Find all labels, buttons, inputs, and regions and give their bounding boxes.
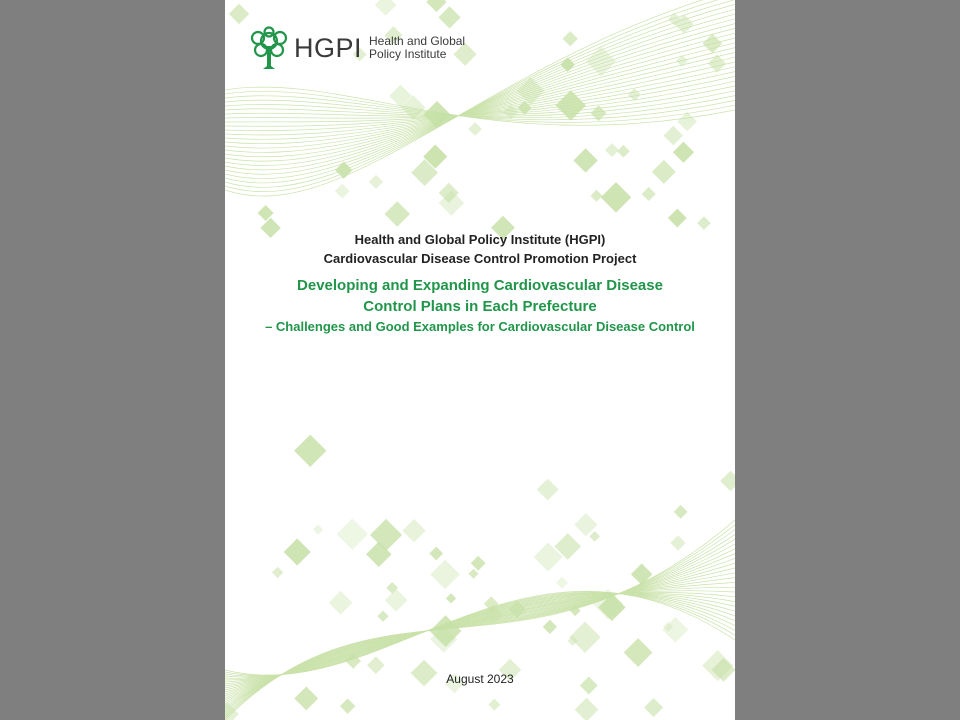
project-name: Cardiovascular Disease Control Promotion Project [323, 251, 637, 266]
diamond-shape [652, 160, 676, 184]
diamond-shape [429, 547, 443, 561]
diamond-shape [668, 209, 687, 228]
diamond-shape [430, 560, 459, 589]
logo-full-name [369, 35, 489, 61]
diamond-shape [424, 101, 451, 128]
diamond-shape [335, 184, 350, 199]
diamond-shape [340, 698, 355, 713]
diamond-shape [605, 143, 619, 157]
diamond-shape [294, 687, 318, 711]
diamond-shape [624, 638, 653, 667]
diamond-shape [446, 593, 456, 603]
diamond-shape [229, 4, 249, 24]
background-decoration [225, 0, 735, 720]
diamond-shape [575, 698, 599, 720]
diamond-shape [676, 55, 688, 67]
diamond-shape [573, 148, 597, 172]
organization-name: Health and Global Policy Institute (HGPI) [354, 232, 606, 247]
diamond-shape [385, 589, 408, 612]
diamond-shape [720, 471, 735, 492]
diamond-shape [468, 569, 478, 579]
document-subtitle: – Challenges and Good Examples for Cardiovascular Disease Control [265, 319, 695, 334]
diamond-shape [471, 556, 486, 571]
hgpi-logo [249, 26, 489, 70]
diamond-shape [563, 31, 578, 46]
diamond-shape [674, 505, 688, 519]
diamond-shape [670, 535, 686, 551]
diamond-shape [664, 126, 683, 145]
title-block [225, 230, 735, 336]
tree-logo-icon [249, 26, 289, 70]
diamond-shape [294, 435, 326, 467]
publication-date: August 2023 [446, 672, 514, 686]
diamond-shape [402, 519, 425, 542]
logo-name-line1: Health and Global [369, 34, 466, 48]
diamond-shape [569, 622, 600, 653]
diamond-shape [601, 182, 631, 212]
diamond-shape [468, 122, 482, 136]
diamond-shape [488, 699, 500, 711]
diamond-shape [591, 190, 603, 202]
diamond-shape [617, 145, 630, 158]
diamond-shape [284, 539, 311, 566]
diamond-shape [337, 518, 368, 549]
diamond-shape [589, 531, 600, 542]
diamond-shape [697, 216, 711, 230]
logo-acronym: HGPI [294, 32, 363, 63]
diamond-shape [272, 567, 283, 578]
diamond-shape [673, 142, 694, 163]
diamond-shape [385, 201, 411, 227]
cover-page [225, 0, 735, 720]
diamond-shape [644, 698, 663, 717]
diamond-shape [586, 46, 616, 76]
diamond-shape [556, 577, 568, 589]
diamond-shape [642, 187, 656, 201]
logo-name-line2: Policy Institute [369, 47, 447, 61]
diamond-shape [537, 479, 559, 501]
document-title [225, 275, 735, 317]
title-line-1: Developing and Expanding Cardiovascular Disease [297, 277, 663, 294]
diamond-shape [313, 524, 323, 534]
diamond-shape [708, 54, 726, 72]
diamond-shape [329, 591, 353, 615]
diamond-shape [377, 611, 388, 622]
diamond-shape [335, 162, 352, 179]
title-line-2: Control Plans in Each Prefecture [363, 298, 597, 315]
wave-line [225, 591, 735, 675]
diamond-shape [369, 175, 383, 189]
diamond-shape [375, 0, 396, 16]
diamond-shape [543, 620, 557, 634]
diamond-shape [662, 617, 688, 643]
diamond-shape [426, 0, 446, 12]
